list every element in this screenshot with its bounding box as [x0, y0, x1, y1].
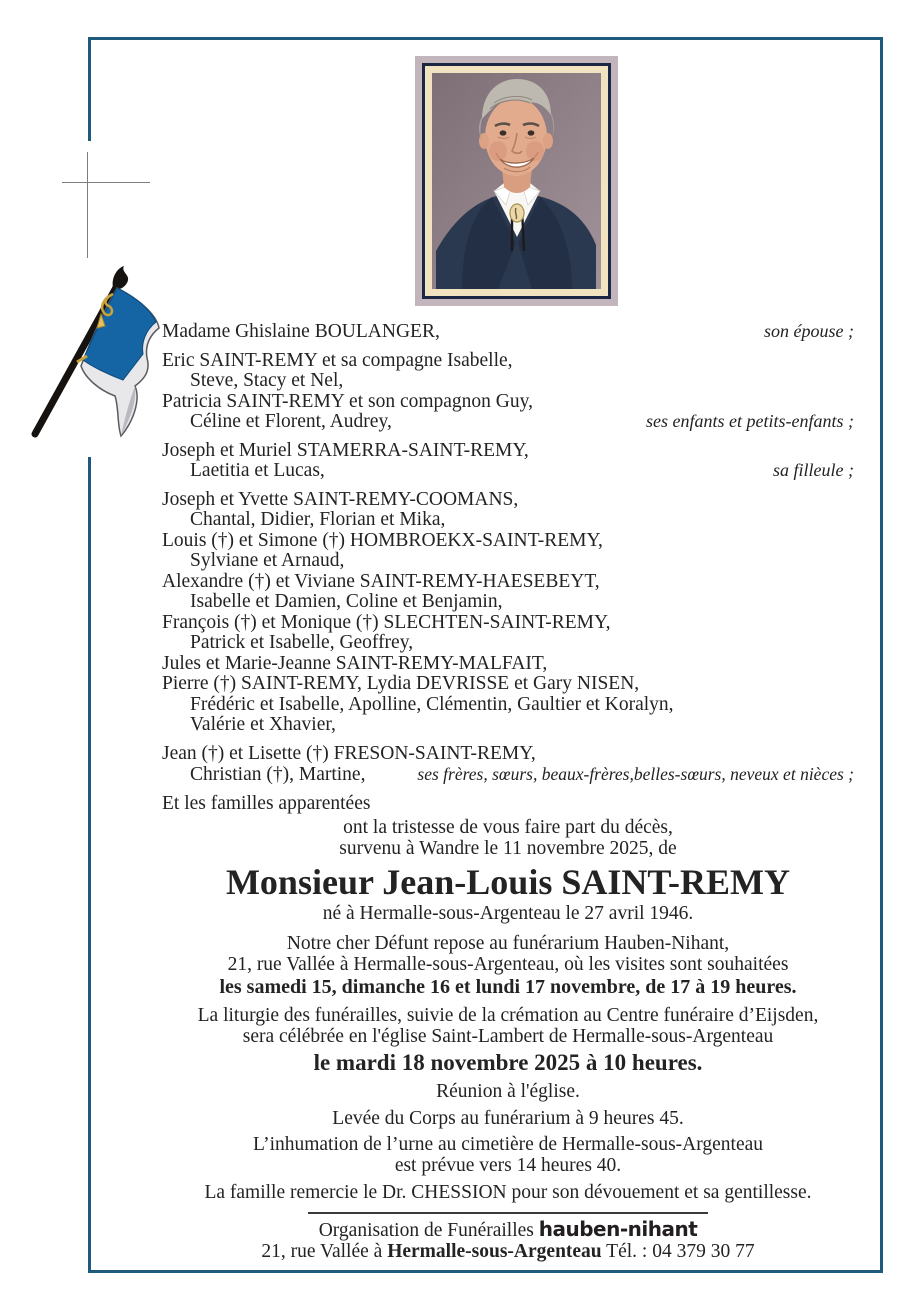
relation-label: ses enfants et petits-enfants ; [646, 411, 854, 431]
memorial-cross-icon [87, 152, 88, 258]
footer-address-line [162, 1241, 854, 1262]
announcement-intro: survenu à Wandre le 11 novembre 2025, de [339, 838, 677, 859]
family-line [162, 794, 854, 815]
funeral-home-logo: hauben-nihant [538, 1217, 698, 1241]
family-line-text: Patricia SAINT-REMY et son compagnon Guy, [162, 390, 533, 412]
family-line-text: Alexandre (†) et Viviane SAINT-REMY-HAESEBEYT, [162, 570, 600, 592]
family-line [162, 592, 854, 613]
inhumation-line: L’inhumation de l’urne au cimetière de Hermalle-sous-Argenteau [252, 1134, 764, 1155]
portrait-photo [422, 63, 611, 299]
repose-line: Notre cher Défunt repose au funérarium Hauben-Nihant, [286, 933, 730, 954]
frame-right-line [880, 37, 883, 1273]
family-line [162, 441, 854, 462]
family-line-text: Christian (†), Martine, [190, 764, 366, 785]
family-line-text: Joseph et Muriel STAMERRA-SAINT-REMY, [162, 439, 529, 461]
family-line-text: Sylviane et Arnaud, [190, 550, 345, 571]
flag-icon [25, 262, 167, 444]
announcement-intro: ont la tristesse de vous faire part du décès, [343, 817, 673, 838]
relation-label: sa filleule ; [773, 460, 854, 480]
frame-left-bottom-segment [88, 457, 91, 1273]
portrait-photo-frame [415, 56, 618, 306]
family-line-text: Laetitia et Lucas, [190, 460, 325, 481]
family-line-text: Patrick et Isabelle, Geoffrey, [190, 632, 414, 653]
family-line-text: Isabelle et Damien, Coline et Benjamin, [190, 591, 503, 612]
frame-bottom-line [88, 1270, 883, 1273]
family-line-text: Frédéric et Isabelle, Apolline, Clémentin, Gaultier et Koralyn, [190, 693, 674, 715]
family-line [162, 715, 854, 736]
family-line [162, 695, 854, 716]
family-line [162, 633, 854, 654]
family-line [162, 764, 854, 786]
family-line [162, 551, 854, 572]
memorial-cross-icon [62, 182, 150, 183]
repose-line: 21, rue Vallée à Hermalle-sous-Argenteau, où les visites sont souhaitées [227, 954, 789, 975]
family-line [162, 654, 854, 675]
family-line [162, 531, 854, 552]
family-line [162, 510, 854, 531]
relation-label: son épouse ; [764, 321, 854, 341]
family-line [162, 322, 854, 343]
family-line-text: François (†) et Monique (†) SLECHTEN-SAINT-REMY, [162, 611, 611, 633]
family-line-text: Eric SAINT-REMY et sa compagne Isabelle, [162, 349, 513, 371]
footer-organisation-line [162, 1219, 854, 1241]
family-line-text: Madame Ghislaine BOULANGER, [162, 321, 440, 342]
family-line [162, 744, 854, 765]
family-line [162, 572, 854, 593]
family-line [162, 351, 854, 372]
family-line [162, 371, 854, 392]
family-line-text: Et les familles apparentées [162, 792, 371, 814]
family-line [162, 461, 854, 482]
liturgy-line: La liturgie des funérailles, suivie de la crémation au Centre funéraire d’Eijsden, [197, 1005, 819, 1026]
family-line-text: Chantal, Didier, Florian et Mika, [190, 509, 446, 530]
ceremony-date-line: le mardi 18 novembre 2025 à 10 heures. [313, 1050, 703, 1075]
family-line [162, 613, 854, 634]
family-line-text: Jules et Marie-Jeanne SAINT-REMY-MALFAIT, [162, 652, 548, 674]
family-line-text: Louis (†) et Simone (†) HOMBROEKX-SAINT-REMY, [162, 529, 603, 551]
footer-address-town: Hermalle-sous-Argenteau [387, 1241, 602, 1262]
frame-top-line [88, 37, 883, 40]
family-line [162, 490, 854, 511]
family-line-text: Steve, Stacy et Nel, [190, 370, 344, 391]
thanks-line: La famille remercie le Dr. CHESSION pour son dévouement et sa gentillesse. [204, 1182, 812, 1203]
visits-line: les samedi 15, dimanche 16 et lundi 17 novembre, de 17 à 19 heures. [219, 976, 797, 998]
family-line-text: Jean (†) et Lisette (†) FRESON-SAINT-REMY, [162, 742, 536, 764]
family-line [162, 412, 854, 433]
birth-line: né à Hermalle-sous-Argenteau le 27 avril 1946. [322, 903, 694, 924]
relation-label: ses frères, sœurs, beaux-frères,belles-sœurs, neveux et nièces ; [417, 764, 854, 784]
meeting-line: Réunion à l'église. [436, 1081, 580, 1102]
family-line-text: Céline et Florent, Audrey, [190, 411, 392, 432]
inhumation-line: est prévue vers 14 heures 40. [394, 1155, 622, 1176]
family-line-text: Joseph et Yvette SAINT-REMY-COOMANS, [162, 488, 519, 510]
footer-divider [308, 1212, 708, 1214]
deceased-name: Monsieur Jean-Louis SAINT-REMY [225, 862, 791, 902]
family-list [162, 322, 854, 814]
family-line [162, 392, 854, 413]
footer-phone: Tél. : 04 379 30 77 [601, 1241, 755, 1262]
announcement-block [162, 817, 854, 1262]
footer-org-prefix: Organisation de Funérailles [318, 1220, 539, 1241]
main-text-column [162, 322, 854, 1262]
family-line-text: Pierre (†) SAINT-REMY, Lydia DEVRISSE et Gary NISEN, [162, 673, 640, 694]
family-line [162, 674, 854, 695]
levee-line: Levée du Corps au funérarium à 9 heures 45. [332, 1108, 684, 1129]
liturgy-line: sera célébrée en l'église Saint-Lambert de Hermalle-sous-Argenteau [242, 1026, 774, 1047]
frame-left-top-segment [88, 37, 91, 141]
family-line-text: Valérie et Xhavier, [190, 714, 336, 735]
footer-address-prefix: 21, rue Vallée à [261, 1241, 388, 1262]
